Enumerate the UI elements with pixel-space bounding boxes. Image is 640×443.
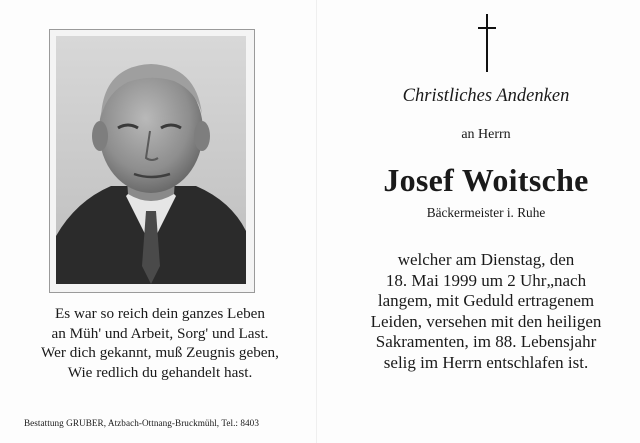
notice-line: 18. Mai 1999 um 2 Uhr„nach [385,270,587,290]
verse-line: Wie redlich du gehandelt hast. [67,363,253,381]
notice-line: selig im Herrn entschlafen ist. [383,352,589,372]
cross-icon [478,14,496,72]
notice-line: Leiden, versehen mit den heiligen [370,311,602,331]
verse-line: an Müh' und Arbeit, Sorg' und Last. [51,324,269,342]
funeral-home-footer: Bestattung GRUBER, Atzbach-Ottnang-Bruckmühl, Tel.: 8403 [24,418,259,428]
deceased-title: Bäckermeister i. Ruhe [426,205,546,220]
notice-line: Sakramenten, im 88. Lebensjahr [375,332,597,352]
card-fold-line [316,0,317,443]
death-notice-text [336,250,636,374]
verse-line: Wer dich gekannt, muß Zeugnis geben, [41,344,279,361]
verse-line: Es war so reich dein ganzes Leben [54,305,265,322]
photo-frame [49,29,255,293]
memorial-verse [10,304,310,382]
deceased-name: Josef Woitsche [383,162,589,198]
card-heading: Christliches Andenken [402,86,570,106]
notice-line: langem, mit Geduld ertragenem [377,291,595,311]
portrait-photo [56,36,246,284]
portrait-image [56,36,246,284]
salutation: an Herrn [461,127,511,142]
notice-line: welcher am Dienstag, den [397,250,575,269]
